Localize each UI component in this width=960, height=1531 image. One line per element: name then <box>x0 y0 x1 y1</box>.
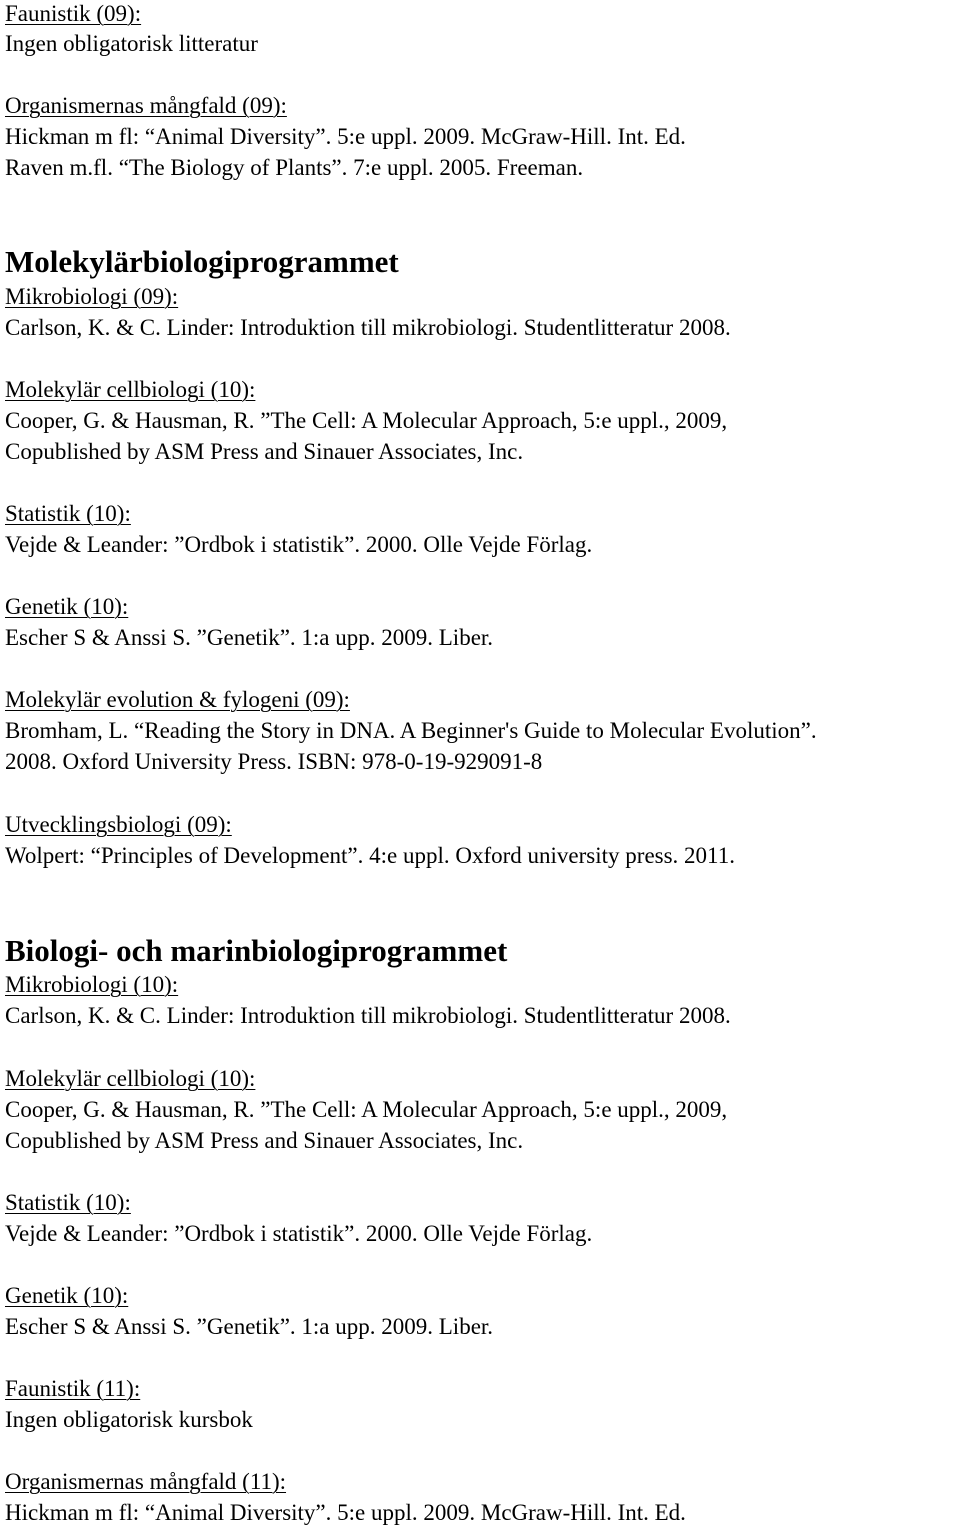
reference-text: Raven m.fl. “The Biology of Plants”. 7:e uppl. 2005. Freeman. <box>5 155 584 180</box>
program-title: Biologi- och marinbiologiprogrammet <box>5 933 508 968</box>
reference-text: Carlson, K. & C. Linder: Introduktion till mikrobiologi. Studentlitteratur 2008. <box>5 315 731 340</box>
section-heading: Statistik (10): <box>5 501 131 526</box>
reference-text: Vejde & Leander: ”Ordbok i statistik”. 2000. Olle Vejde Förlag. <box>5 1221 593 1246</box>
reference-text: Escher S & Anssi S. ”Genetik”. 1:a upp. 2009. Liber. <box>5 625 494 650</box>
reference-text: 2008. Oxford University Press. ISBN: 978-0-19-929091-8 <box>5 749 543 774</box>
reference-text: Escher S & Anssi S. ”Genetik”. 1:a upp. 2009. Liber. <box>5 1314 494 1339</box>
section-heading: Molekylär cellbiologi (10): <box>5 377 256 402</box>
reference-text: Cooper, G. & Hausman, R. ”The Cell: A Molecular Approach, 5:e uppl., 2009, <box>5 408 728 433</box>
section-heading: Utvecklingsbiologi (09): <box>5 812 232 837</box>
reference-text: Bromham, L. “Reading the Story in DNA. A Beginner's Guide to Molecular Evolution”. <box>5 718 817 743</box>
reference-text: Hickman m fl: “Animal Diversity”. 5:e uppl. 2009. McGraw-Hill. Int. Ed. <box>5 1500 686 1525</box>
reference-text: Ingen obligatorisk litteratur <box>5 31 258 56</box>
section-heading: Molekylär cellbiologi (10): <box>5 1066 256 1091</box>
reference-text: Carlson, K. & C. Linder: Introduktion till mikrobiologi. Studentlitteratur 2008. <box>5 1003 731 1028</box>
reference-text: Vejde & Leander: ”Ordbok i statistik”. 2000. Olle Vejde Förlag. <box>5 532 593 557</box>
section-heading: Genetik (10): <box>5 594 129 619</box>
reference-text: Cooper, G. & Hausman, R. ”The Cell: A Molecular Approach, 5:e uppl., 2009, <box>5 1097 728 1122</box>
reference-text: Hickman m fl: “Animal Diversity”. 5:e uppl. 2009. McGraw-Hill. Int. Ed. <box>5 124 686 149</box>
section-heading: Faunistik (09): <box>5 1 142 26</box>
section-heading: Faunistik (11): <box>5 1376 141 1401</box>
program-title: Molekylärbiologiprogrammet <box>5 244 399 279</box>
section-heading: Genetik (10): <box>5 1283 129 1308</box>
reference-text: Copublished by ASM Press and Sinauer Associates, Inc. <box>5 439 524 464</box>
section-heading: Molekylär evolution & fylogeni (09): <box>5 687 350 712</box>
section-heading: Statistik (10): <box>5 1190 131 1215</box>
reference-text: Copublished by ASM Press and Sinauer Associates, Inc. <box>5 1128 524 1153</box>
reference-text: Wolpert: “Principles of Development”. 4:e uppl. Oxford university press. 2011. <box>5 843 735 868</box>
section-heading: Mikrobiologi (09): <box>5 284 179 309</box>
reference-text: Ingen obligatorisk kursbok <box>5 1407 253 1432</box>
section-heading: Organismernas mångfald (09): <box>5 93 287 118</box>
section-heading: Organismernas mångfald (11): <box>5 1469 287 1494</box>
section-heading: Mikrobiologi (10): <box>5 972 179 997</box>
